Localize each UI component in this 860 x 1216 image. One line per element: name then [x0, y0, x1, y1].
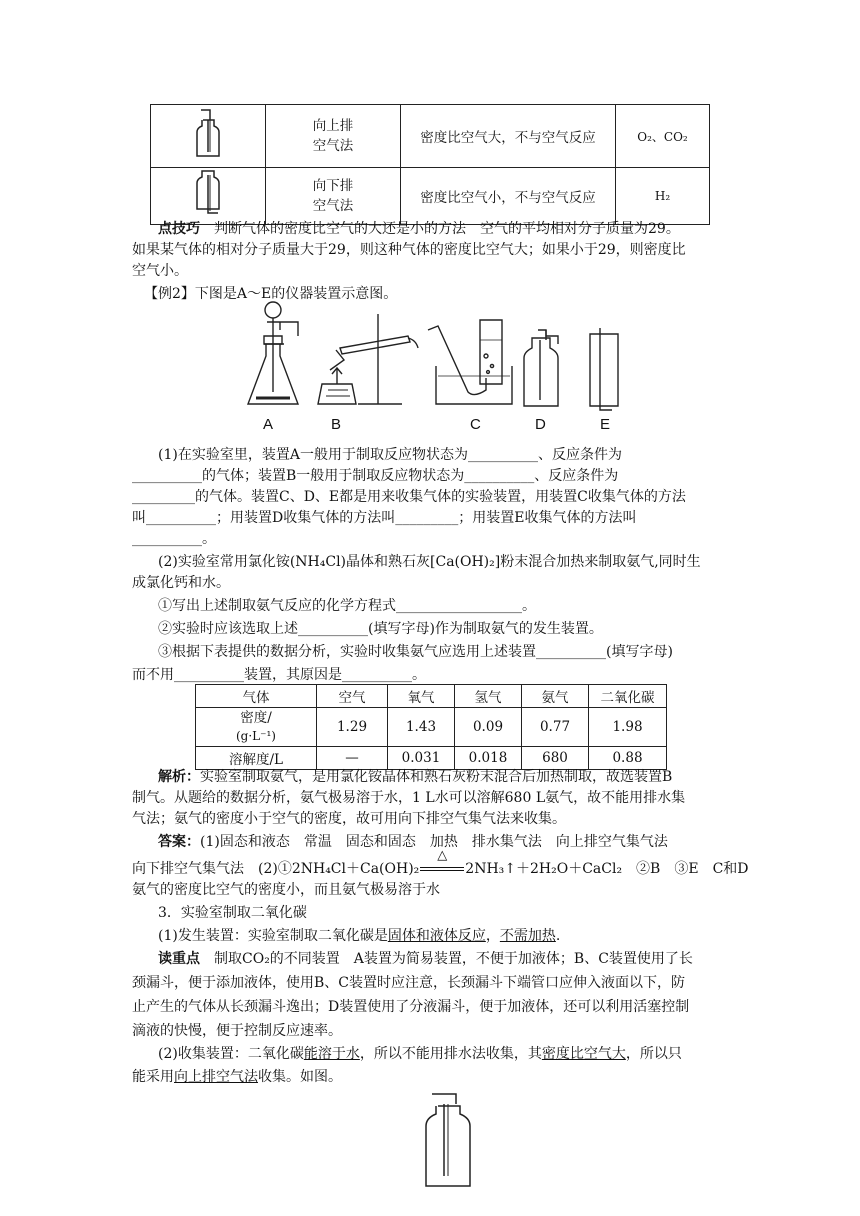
- q2-sub-1: ①写出上述制取氨气反应的化学方程式__________________。: [158, 598, 536, 614]
- p3-text-b: 收集。如图。: [258, 1069, 342, 1085]
- key-label: 读重点: [158, 951, 200, 967]
- apparatus-figure: [240, 300, 640, 440]
- answer-text-1: (1)固态和液态 常温 固态和固态 加热 排水集气法 向上排空气集气法: [200, 834, 668, 850]
- p1-underline-1: 固体和液体反应: [387, 928, 486, 944]
- example-title: 【例2】下图是A～E的仪器装置示意图。: [144, 286, 398, 302]
- tip-line-3: 空气小。: [132, 263, 188, 279]
- p2-text-b: ，所以不能用排水法收集，其: [359, 1046, 542, 1062]
- q2-sub-3: ③根据下表提供的数据分析，实验时收集氨气应选用上述装置__________(填写字母): [158, 644, 673, 660]
- upward-gas-cell: [616, 105, 710, 168]
- apparatus-a-flask: [248, 302, 298, 404]
- label-d: D: [535, 416, 546, 433]
- answer-line-2: [132, 848, 749, 879]
- upward-method: 向上排 空气法: [312, 118, 354, 154]
- solubility-ammonia: 680: [522, 747, 589, 770]
- p3-text-a: 能采用: [132, 1069, 174, 1085]
- p3-underline: 向上排空气法: [174, 1069, 258, 1085]
- section3-p3: [132, 1068, 732, 1087]
- p1-underline-2: 不需加热: [499, 928, 556, 944]
- gas-data-table: [195, 684, 667, 770]
- collection-method-table: [150, 104, 710, 225]
- downward-bottle-cell: [151, 168, 266, 225]
- label-e: E: [600, 416, 611, 433]
- downward-method: 向下排 空气法: [312, 178, 354, 214]
- upward-condition-cell: [401, 105, 616, 168]
- density-label-2: (g·L⁻¹): [236, 729, 276, 743]
- key-line-4: 滴液的快慢，便于控制反应速率。: [132, 1023, 342, 1039]
- upward-bottle-cell: [151, 105, 266, 168]
- answer-label: 答案：: [158, 834, 200, 850]
- solubility-co2: 0.88: [589, 747, 667, 770]
- q2-line-2: 成氯化钙和水。: [132, 575, 230, 591]
- upward-method-cell: [266, 105, 401, 168]
- section3-title: 3．实验室制取二氧化碳: [158, 905, 307, 921]
- analysis-line-2: 制气。从题给的数据分析，氨气极易溶于水，1 L水可以溶解680 L氨气，故不能用排水集: [132, 790, 686, 806]
- downward-gas-cell: [616, 168, 710, 225]
- downward-condition-cell: [401, 168, 616, 225]
- reaction-arrow: [419, 848, 465, 879]
- q2-line-1: (2)实验室常用氯化铵(NH₄Cl)晶体和熟石灰[Ca(OH)₂]粉末混合加热来制取氨气,同时生: [158, 554, 701, 570]
- tip-text-1: 判断气体的密度比空气的大还是小的方法 空气的平均相对分子质量为29。: [200, 221, 680, 237]
- downward-gases: H₂: [654, 189, 671, 203]
- q2-sub-4: 而不用__________装置，其原因是__________。: [132, 667, 426, 683]
- p2-text-c: ，所以只: [625, 1046, 682, 1062]
- header-ammonia: 氨气: [522, 685, 589, 708]
- density-air: 1.29: [317, 708, 388, 747]
- tip-line-1: [132, 220, 758, 239]
- p2-underline-2: 密度比空气大: [541, 1046, 626, 1062]
- density-oxygen: 1.43: [388, 708, 455, 747]
- p1-text-c: .: [555, 928, 561, 944]
- analysis-text-1: 实验室制取氨气，是用氯化铵晶体和熟石灰粉末混合后加热制取，故选装置B: [200, 769, 673, 785]
- answer-line-3: 氨气的密度比空气的密度小，而且氨气极易溶于水: [132, 882, 440, 898]
- tip-line-2: 如果某气体的相对分子质量大于29，则这种气体的密度比空气大；如果小于29，则密度比: [132, 242, 686, 258]
- solubility-oxygen: 0.031: [388, 747, 455, 770]
- q1-line-2: __________的气体；装置B一般用于制取反应物状态为__________、反应条件为: [132, 468, 619, 484]
- q1-line-3: _________的气体。装置C、D、E都是用来收集气体的实验装置，用装置C收集气体的方法: [132, 489, 686, 505]
- apparatus-b-heating: [318, 314, 418, 404]
- analysis-line-3: 气法；氨气的密度小于空气的密度，故可用向下排空气集气法来收集。: [132, 811, 566, 827]
- heat-mark: △: [437, 848, 448, 863]
- key-text-1: 制取CO₂的不同装置 A装置为简易装置，不便于加液体；B、C装置使用了长: [200, 951, 693, 967]
- density-label-cell: [196, 708, 317, 747]
- solubility-label: 溶解度/L: [196, 747, 317, 770]
- answer-text-2a: 向下排空气集气法 (2)①2NH₄Cl＋Ca(OH)₂: [132, 861, 420, 877]
- p2-text-a: (2)收集装置：二氧化碳: [158, 1046, 304, 1062]
- density-label-1: 密度/: [240, 710, 272, 726]
- q2-sub-2: ②实验时应该选取上述__________(填写字母)作为制取氨气的发生装置。: [158, 621, 603, 637]
- header-air: 空气: [317, 685, 388, 708]
- p1-text-b: ，: [485, 928, 500, 944]
- header-hydrogen: 氢气: [455, 685, 522, 708]
- p1-text-a: (1)发生装置：实验室制取二氧化碳是: [158, 928, 388, 944]
- q1-line-1: (1)在实验室里，装置A一般用于制取反应物状态为__________、反应条件为: [158, 447, 622, 463]
- solubility-hydrogen: 0.018: [455, 747, 522, 770]
- upward-condition: 密度比空气大，不与空气反应: [420, 130, 596, 146]
- label-b: B: [331, 416, 342, 433]
- section3-p2: [132, 1045, 758, 1064]
- header-oxygen: 氧气: [388, 685, 455, 708]
- downward-method-cell: [266, 168, 401, 225]
- key-line-1: [132, 950, 758, 969]
- apparatus-d-bottle: [524, 330, 558, 406]
- density-ammonia: 0.77: [522, 708, 589, 747]
- answer-text-2b: 2NH₃↑＋2H₂O＋CaCl₂ ②B ③E C和D: [465, 861, 749, 877]
- q1-line-4: 叫__________；用装置D收集气体的方法叫_________；用装置E收集气体的方法叫: [132, 510, 637, 526]
- solubility-air: —: [317, 747, 388, 770]
- header-gas: 气体: [196, 685, 317, 708]
- p2-underline-1: 能溶于水: [303, 1046, 360, 1062]
- density-hydrogen: 0.09: [455, 708, 522, 747]
- section3-p1: [132, 927, 758, 946]
- label-a: A: [263, 416, 274, 433]
- density-co2: 1.98: [589, 708, 667, 747]
- downward-condition: 密度比空气小，不与空气反应: [420, 190, 596, 206]
- key-line-2: 颈漏斗，便于添加液体，使用B、C装置时应注意，长颈漏斗下端管口应伸入液面以下，防: [132, 975, 685, 991]
- upward-gases: O₂、CO₂: [637, 129, 688, 144]
- key-line-3: 止产生的气体从长颈漏斗逸出；D装置使用了分液漏斗，便于加液体，还可以利用活塞控制: [132, 999, 690, 1015]
- analysis-label: 解析：: [158, 769, 200, 785]
- label-c: C: [470, 416, 481, 433]
- apparatus-c-water-trough: [428, 320, 512, 404]
- apparatus-e-bottle: [590, 328, 618, 410]
- q1-line-5: __________。: [132, 531, 216, 547]
- upward-air-bottle-icon: [188, 106, 228, 162]
- co2-collection-bottle-icon: [416, 1088, 480, 1192]
- downward-air-bottle-icon: [188, 169, 228, 219]
- tip-label: 点技巧: [158, 221, 200, 237]
- analysis-line-1: [132, 768, 758, 787]
- header-co2: 二氧化碳: [589, 685, 667, 708]
